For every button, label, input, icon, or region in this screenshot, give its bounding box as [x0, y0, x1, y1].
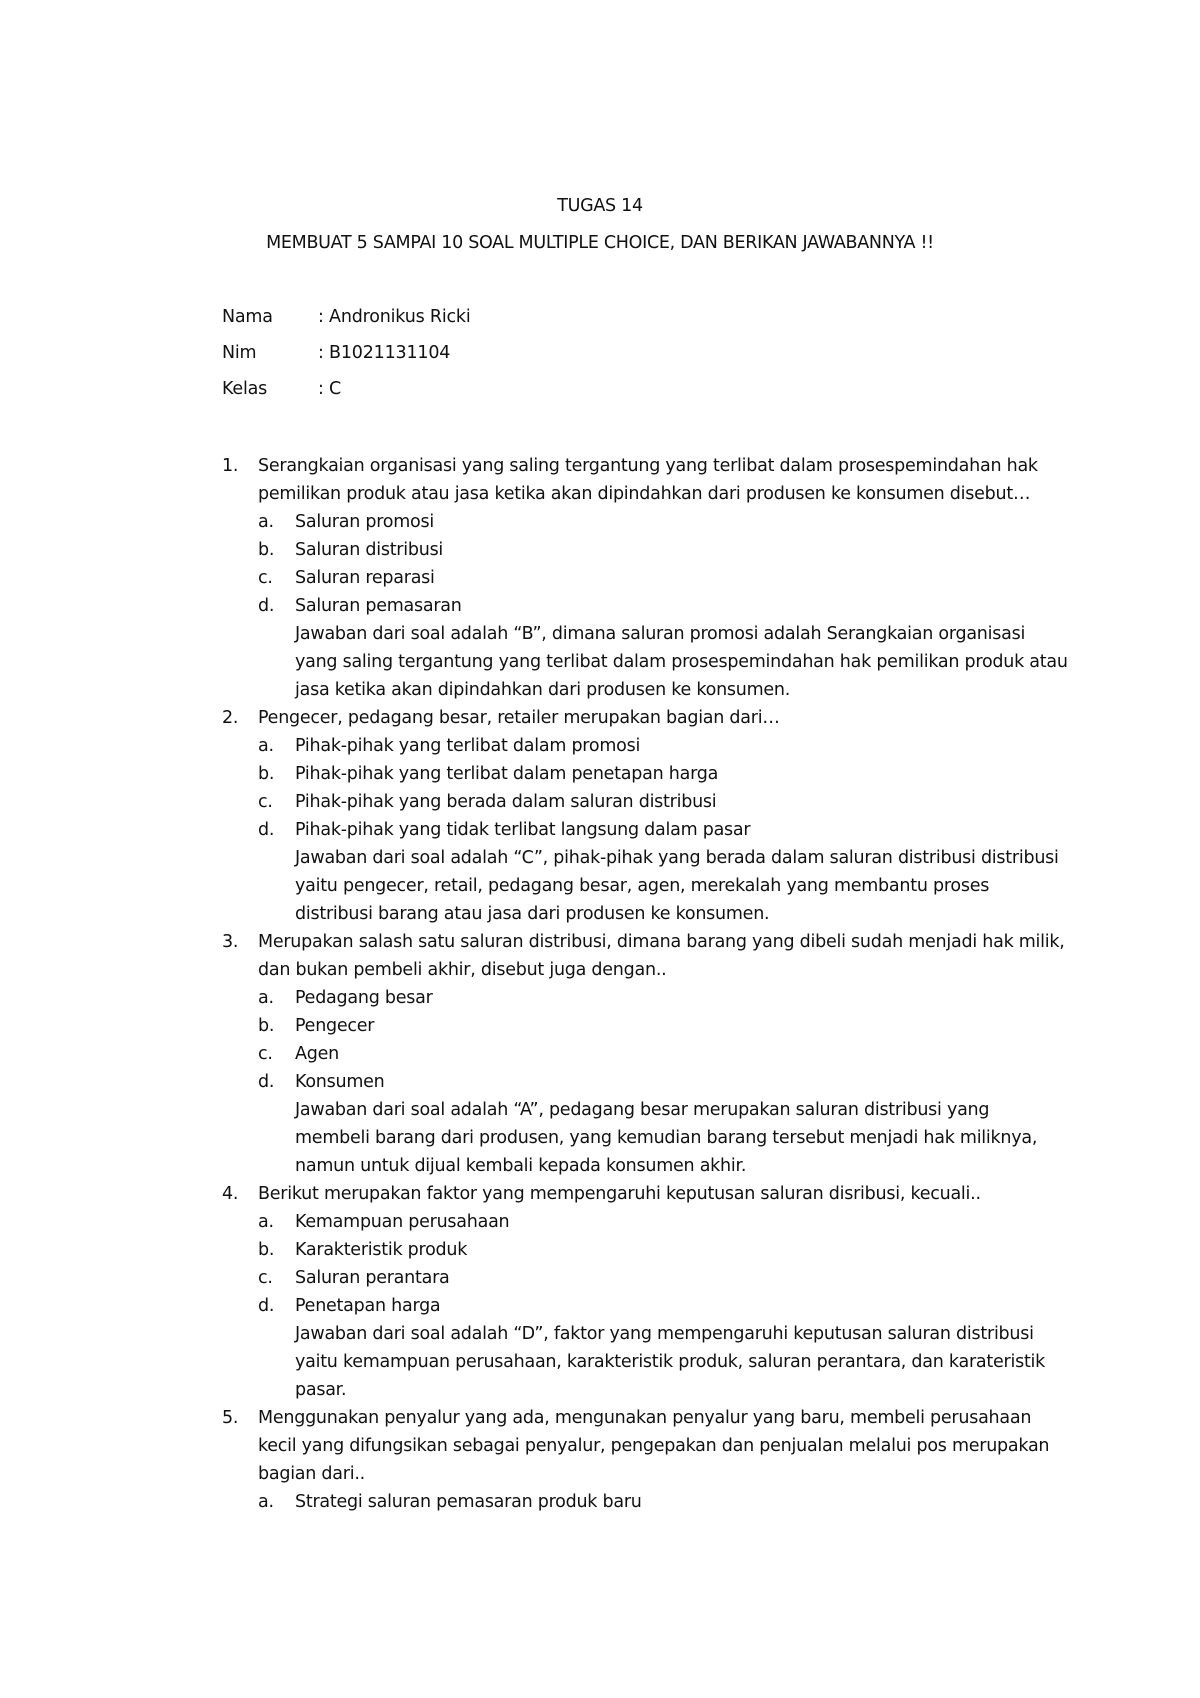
option-text: Pedagang besar [295, 988, 433, 1008]
option-list [258, 984, 1068, 1096]
option-item [258, 1040, 1068, 1068]
option-item [258, 732, 1068, 760]
question-item [0, 1404, 1068, 1516]
option-text: Pihak-pihak yang terlibat dalam penetapan harga [295, 764, 719, 784]
option-text: Saluran distribusi [295, 540, 444, 560]
option-item [258, 760, 1068, 788]
answer-text: Jawaban dari soal adalah “D”, faktor yang mempengaruhi keputusan saluran distribusi yaitu kemampuan perusahaan, karakteristik produk, saluran perantara, dan karateristik pasar. [295, 1324, 1046, 1400]
option-item [258, 1488, 1068, 1516]
question-text: Berikut merupakan faktor yang mempengaruhi keputusan saluran disribusi, kecuali.. [258, 1184, 981, 1204]
option-item [258, 1208, 1068, 1236]
class-label: Kelas [222, 379, 268, 399]
name-label: Nama [222, 307, 273, 327]
option-text: Pihak-pihak yang terlibat dalam promosi [295, 736, 641, 756]
option-letter: c. [258, 1044, 273, 1064]
option-text: Pengecer [295, 1016, 375, 1036]
question-number: 2. [222, 708, 239, 728]
option-item [258, 816, 1068, 844]
option-letter: c. [258, 1268, 273, 1288]
question-text: Pengecer, pedagang besar, retailer merupakan bagian dari… [258, 708, 780, 728]
option-letter: b. [258, 1240, 275, 1260]
name-value: : Andronikus Ricki [318, 307, 471, 327]
answer-text: Jawaban dari soal adalah “C”, pihak-pihak yang berada dalam saluran distribusi distribusi yaitu pengecer, retail, pedagang besar, agen, merekalah yang membantu proses distribusi barang atau jasa dari produsen ke konsumen. [295, 848, 1059, 924]
option-list [258, 1208, 1068, 1320]
question-text: Serangkaian organisasi yang saling tergantung yang terlibat dalam prosespemindahan hak pemilikan produk atau jasa ketika akan dipindahkan dari produsen ke konsumen disebut… [258, 456, 1038, 504]
option-item [258, 1236, 1068, 1264]
option-letter: d. [258, 596, 275, 616]
option-list [258, 1488, 1068, 1516]
option-item [258, 536, 1068, 564]
option-text: Agen [295, 1044, 339, 1064]
option-item [258, 564, 1068, 592]
option-text: Saluran reparasi [295, 568, 435, 588]
question-number: 1. [222, 456, 239, 476]
question-item [0, 928, 1068, 1180]
option-list [258, 508, 1068, 620]
option-letter: d. [258, 820, 275, 840]
option-item [258, 788, 1068, 816]
option-item [258, 508, 1068, 536]
option-text: Saluran pemasaran [295, 596, 462, 616]
option-list [258, 732, 1068, 844]
option-text: Karakteristik produk [295, 1240, 468, 1260]
option-letter: c. [258, 792, 273, 812]
question-number: 5. [222, 1408, 239, 1428]
option-text: Saluran promosi [295, 512, 434, 532]
option-text: Konsumen [295, 1072, 385, 1092]
option-item [258, 592, 1068, 620]
answer-text: Jawaban dari soal adalah “B”, dimana saluran promosi adalah Serangkaian organisasi yang saling tergantung yang terlibat dalam prosespemindahan hak pemilikan produk atau jasa ketika akan dipindahkan dari produsen ke konsumen. [295, 624, 1068, 700]
option-letter: a. [258, 512, 274, 532]
document-subtitle: MEMBUAT 5 SAMPAI 10 SOAL MULTIPLE CHOICE, DAN BERIKAN JAWABANNYA !! [266, 233, 934, 253]
nim-label: Nim [222, 343, 257, 363]
option-item [258, 1264, 1068, 1292]
option-letter: b. [258, 540, 275, 560]
option-item [258, 1068, 1068, 1096]
option-letter: c. [258, 568, 273, 588]
question-text: Merupakan salash satu saluran distribusi, dimana barang yang dibeli sudah menjadi hak milik, dan bukan pembeli akhir, disebut juga dengan.. [258, 932, 1065, 980]
option-item [258, 984, 1068, 1012]
question-item [0, 1180, 1068, 1404]
option-letter: a. [258, 1492, 274, 1512]
option-item [258, 1012, 1068, 1040]
class-value: : C [318, 379, 342, 399]
nim-value: : B1021131104 [318, 343, 451, 363]
option-letter: b. [258, 764, 275, 784]
question-item [0, 704, 1068, 928]
option-letter: d. [258, 1296, 275, 1316]
option-letter: a. [258, 736, 274, 756]
option-text: Strategi saluran pemasaran produk baru [295, 1492, 642, 1512]
question-text: Menggunakan penyalur yang ada, mengunakan penyalur yang baru, membeli perusahaan kecil yang difungsikan sebagai penyalur, pengepakan dan penjualan melalui pos merupakan bagian dari.. [258, 1408, 1050, 1484]
answer-text: Jawaban dari soal adalah “A”, pedagang besar merupakan saluran distribusi yang membeli barang dari produsen, yang kemudian barang tersebut menjadi hak miliknya, namun untuk dijual kembali kepada konsumen akhir. [295, 1100, 1038, 1176]
option-text: Saluran perantara [295, 1268, 450, 1288]
option-letter: b. [258, 1016, 275, 1036]
option-text: Kemampuan perusahaan [295, 1212, 510, 1232]
question-number: 4. [222, 1184, 239, 1204]
option-letter: a. [258, 988, 274, 1008]
option-letter: a. [258, 1212, 274, 1232]
option-text: Pihak-pihak yang berada dalam saluran distribusi [295, 792, 717, 812]
option-item [258, 1292, 1068, 1320]
option-letter: d. [258, 1072, 275, 1092]
question-list [0, 452, 1200, 1516]
question-number: 3. [222, 932, 239, 952]
option-text: Pihak-pihak yang tidak terlibat langsung dalam pasar [295, 820, 751, 840]
document-title: TUGAS 14 [557, 196, 643, 216]
option-text: Penetapan harga [295, 1296, 441, 1316]
question-item [0, 452, 1068, 704]
